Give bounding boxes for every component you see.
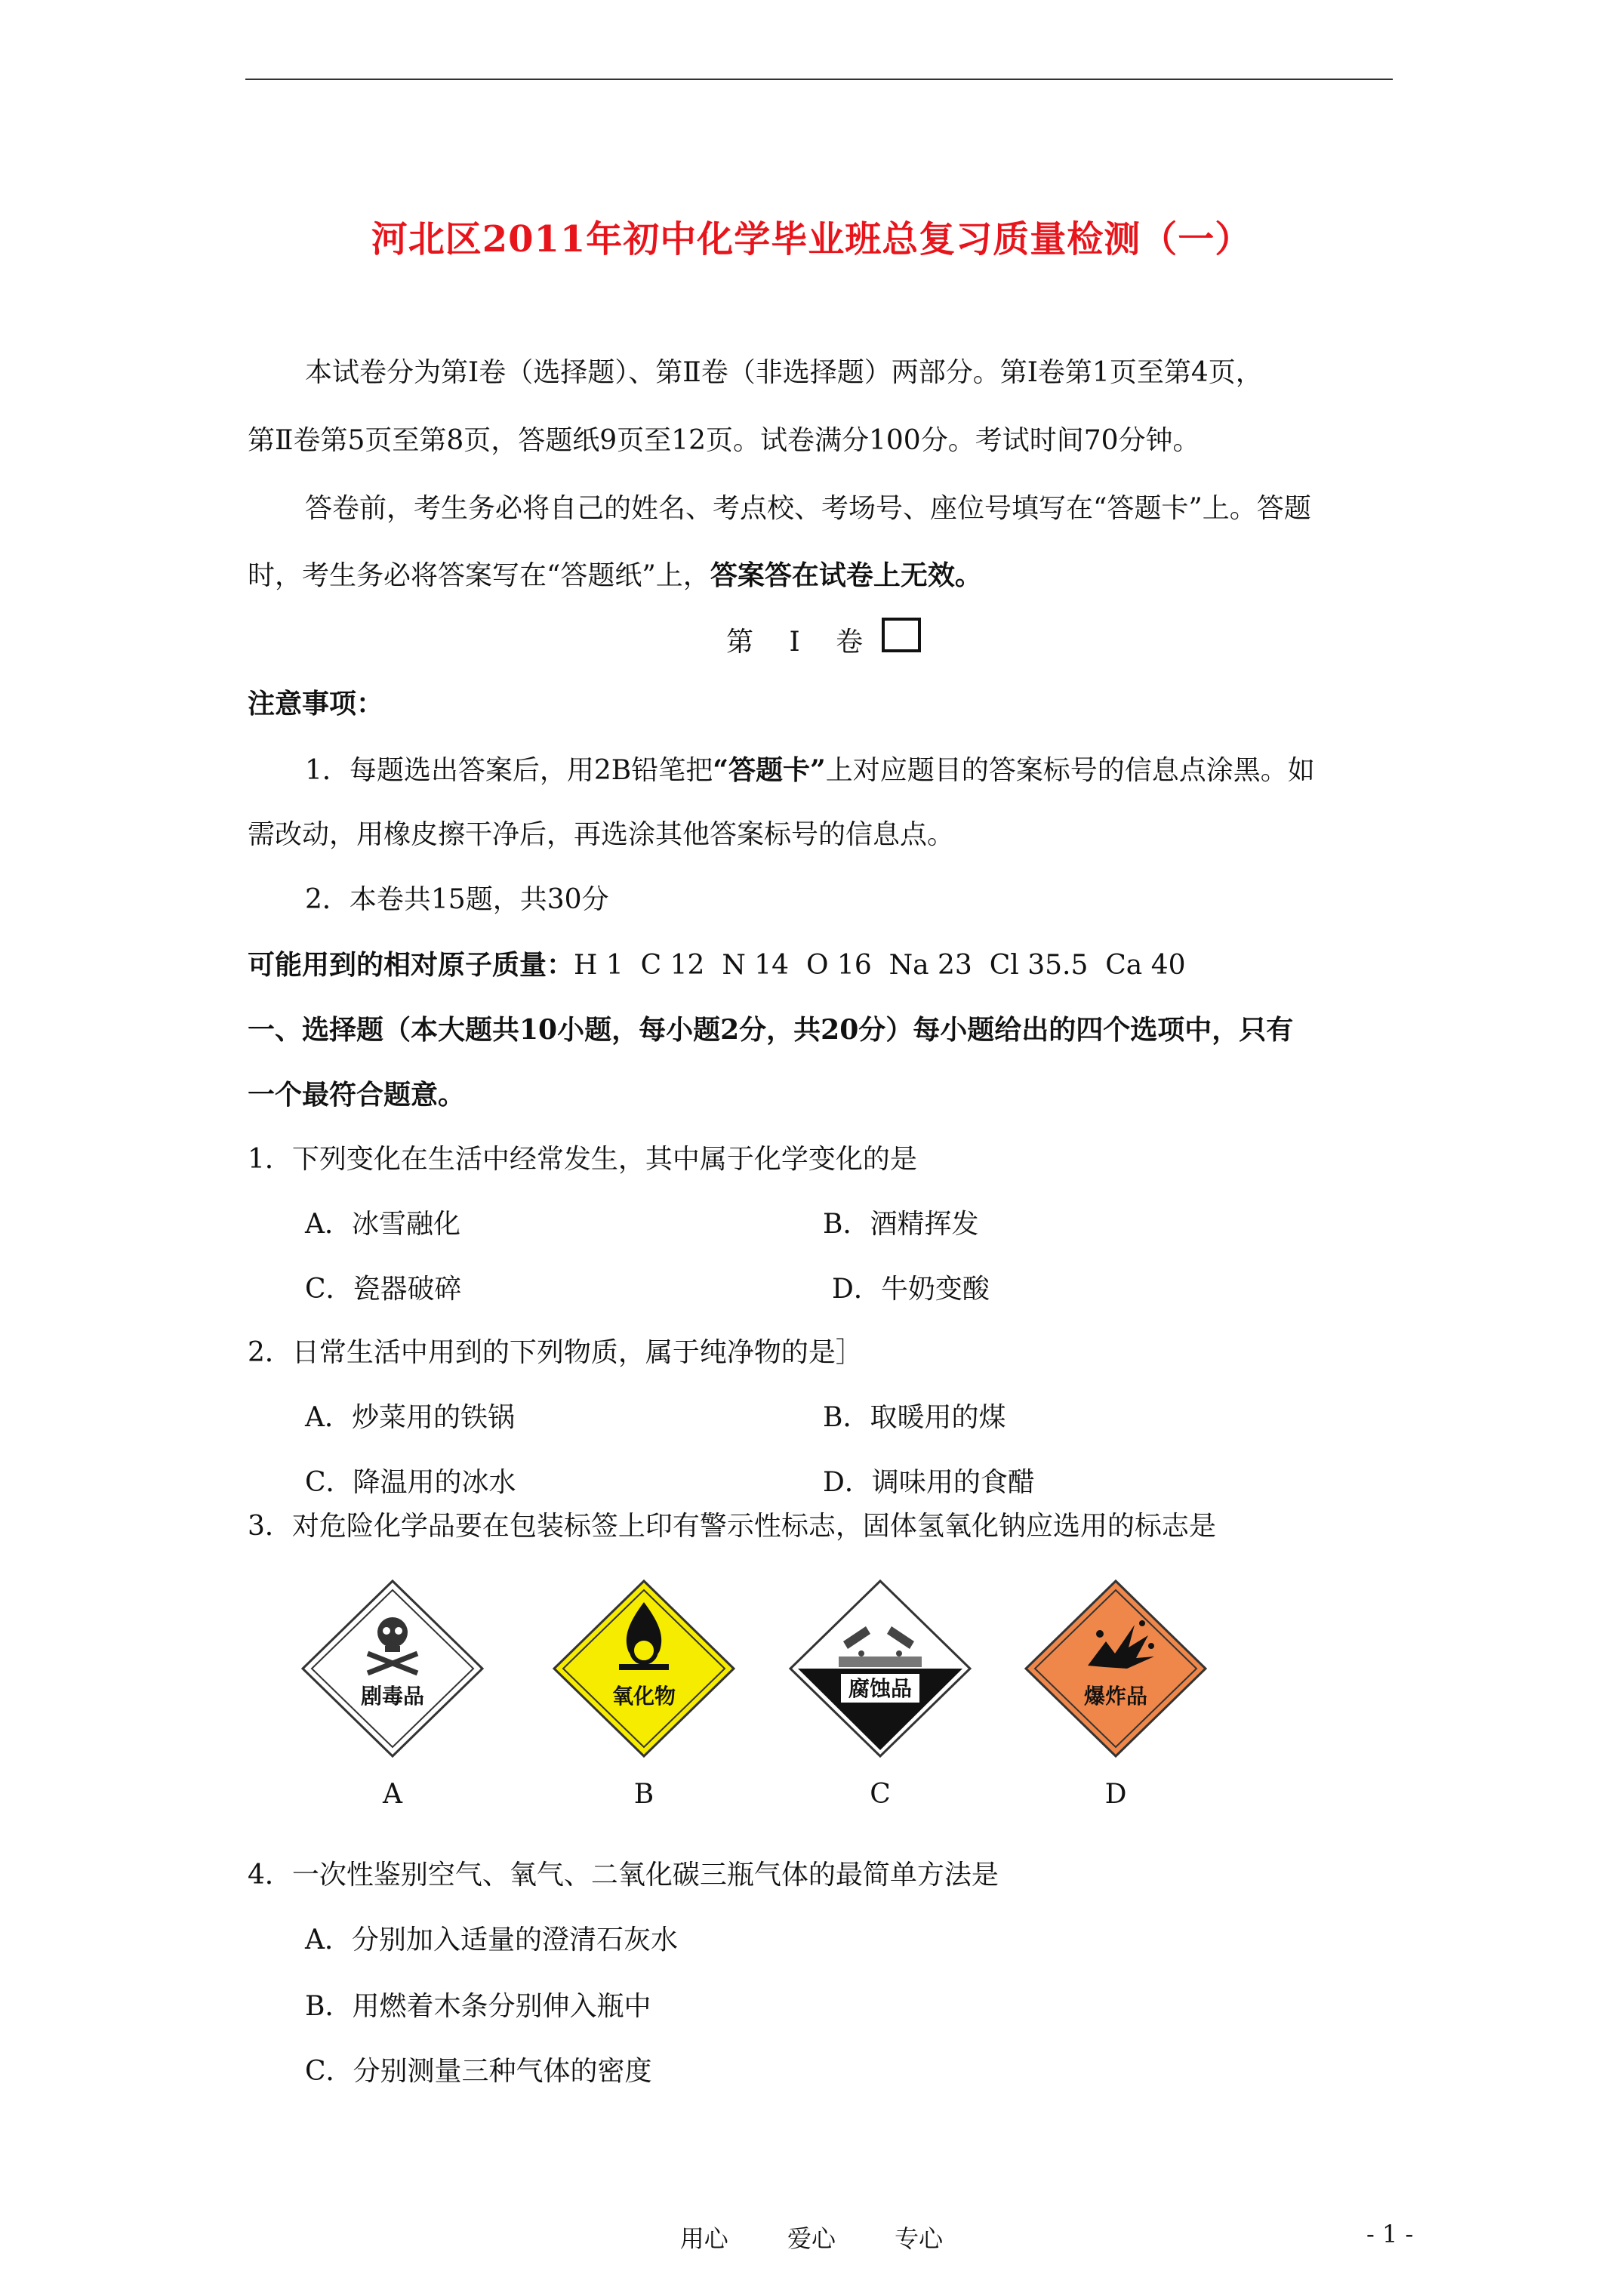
note-1-line-2: 需改动，用橡皮擦干净后，再选涂其他答案标号的信息点。 bbox=[248, 819, 955, 850]
atomic-mass-label: 可能用到的相对原子质量： bbox=[248, 949, 574, 981]
intro-line-4-text: 时，考生务必将答案写在“答题纸”上， bbox=[248, 560, 710, 591]
page-number: - 1 - bbox=[1366, 2220, 1414, 2248]
q2-option-b: B．取暖用的煤 bbox=[823, 1402, 1006, 1433]
atomic-mass-line bbox=[248, 948, 1186, 982]
q1-stem: 1．下列变化在生活中经常发生，其中属于化学变化的是 bbox=[248, 1144, 917, 1175]
intro-line-4 bbox=[248, 559, 982, 593]
q1-option-d: D．牛奶变酸 bbox=[832, 1274, 990, 1305]
q1-option-a: A．冰雪融化 bbox=[305, 1209, 460, 1240]
q4-option-b: B．用燃着木条分别伸入瓶中 bbox=[305, 1991, 651, 2022]
skull-icon bbox=[377, 1617, 408, 1647]
hazard-b-label: 氧化物 bbox=[611, 1684, 676, 1709]
hazard-explosive-sign bbox=[1021, 1578, 1210, 1759]
footer-word-2: 爱心 bbox=[787, 2224, 836, 2253]
part1-title: 第 Ⅰ 卷 bbox=[726, 627, 877, 658]
hazard-corrosive-sign bbox=[786, 1578, 975, 1759]
hazard-c-label: 腐蚀品 bbox=[848, 1676, 913, 1701]
hazard-d-label: 爆炸品 bbox=[1083, 1684, 1148, 1709]
intro-line-3: 答卷前，考生务必将自己的姓名、考点校、考场号、座位号填写在“答题卡”上。答题 bbox=[305, 493, 1311, 524]
q3-stem: 3．对危险化学品要在包装标签上印有警示性标志，固体氢氧化钠应选用的标志是 bbox=[248, 1511, 1216, 1542]
footer-word-1: 用心 bbox=[679, 2224, 728, 2253]
footer-word-3: 专心 bbox=[895, 2224, 944, 2253]
atomic-mass-values: H 1 C 12 N 14 O 16 Na 23 Cl 35.5 Ca 40 bbox=[574, 950, 1186, 981]
section1-line-1: 一、选择题（本大题共10小题，每小题2分，共20分）每小题给出的四个选项中，只有 bbox=[248, 1014, 1294, 1046]
note-1-line-1 bbox=[305, 754, 1315, 787]
q2-option-c: C．降温用的冰水 bbox=[305, 1467, 516, 1498]
q4-stem: 4．一次性鉴别空气、氧气、二氧化碳三瓶气体的最简单方法是 bbox=[248, 1860, 999, 1891]
note-1-text-b: “答题卡” bbox=[713, 754, 826, 786]
hazard-oxidizer-sign bbox=[550, 1578, 738, 1759]
q4-option-c: C．分别测量三种气体的密度 bbox=[305, 2056, 652, 2087]
hazard-c-letter: C bbox=[870, 1779, 891, 1810]
q2-stem: 2．日常生活中用到的下列物质，属于纯净物的是］ bbox=[248, 1337, 863, 1368]
intro-line-4-bold: 答案答在试卷上无效。 bbox=[710, 559, 982, 591]
hazard-toxic-sign bbox=[298, 1578, 487, 1759]
score-box[interactable] bbox=[882, 618, 921, 652]
hazard-a-label: 剧毒品 bbox=[360, 1684, 425, 1709]
intro-line-1: 本试卷分为第Ⅰ卷（选择题）、第Ⅱ卷（非选择题）两部分。第Ⅰ卷第1页至第4页， bbox=[305, 357, 1263, 388]
note-2: 2．本卷共15题，共30分 bbox=[305, 884, 609, 915]
hazard-d-letter: D bbox=[1104, 1779, 1127, 1810]
hazard-a-letter: A bbox=[383, 1779, 402, 1810]
q1-option-b: B．酒精挥发 bbox=[823, 1209, 979, 1240]
q2-option-a: A．炒菜用的铁锅 bbox=[305, 1402, 515, 1433]
q4-option-a: A．分别加入适量的澄清石灰水 bbox=[305, 1925, 678, 1955]
exam-title: 河北区2011年初中化学毕业班总复习质量检测（一） bbox=[371, 218, 1252, 260]
intro-line-2: 第Ⅱ卷第5页至第8页，答题纸9页至12页。试卷满分100分。考试时间70分钟。 bbox=[248, 425, 1200, 456]
header-rule bbox=[245, 79, 1393, 80]
section1-line-2: 一个最符合题意。 bbox=[248, 1079, 466, 1111]
q2-option-d: D．调味用的食醋 bbox=[823, 1467, 1035, 1498]
note-1-text-a: 1．每题选出答案后，用2B铅笔把 bbox=[305, 755, 713, 786]
note-1-text-c: 上对应题目的答案标号的信息点涂黑。如 bbox=[825, 755, 1315, 786]
notes-heading: 注意事项： bbox=[248, 688, 384, 720]
hazard-b-letter: B bbox=[633, 1779, 654, 1810]
q1-option-c: C．瓷器破碎 bbox=[305, 1274, 462, 1305]
